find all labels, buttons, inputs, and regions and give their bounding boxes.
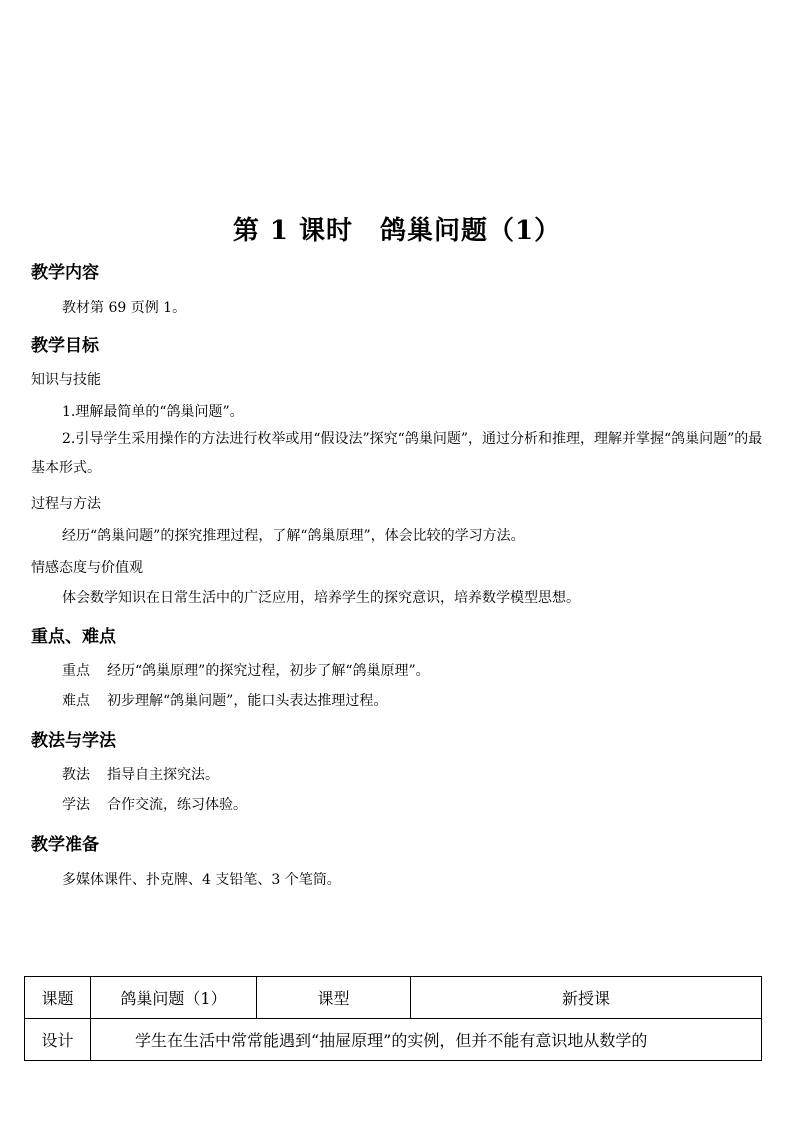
teach-label: 教法 (62, 767, 90, 783)
difficult-text: 初步理解“鸽巢问题”，能口头表达推理过程。 (107, 693, 388, 709)
keypoint-key (62, 660, 430, 680)
difficult-label: 难点 (62, 693, 90, 709)
subheading-knowledge: 知识与技能 (31, 372, 101, 388)
key-label: 重点 (62, 663, 90, 679)
knowledge-item-2: 2.引导学生采用操作的方法进行枚举或用“假设法”探究“鸽巢问题”，通过分析和推理，理解并掌握“鸽巢问题”的最基本形式。 (31, 431, 763, 476)
heading-prep: 教学准备 (31, 835, 99, 855)
learn-text: 合作交流，练习体验。 (107, 797, 247, 813)
subheading-process: 过程与方法 (31, 496, 101, 512)
heading-goals: 教学目标 (31, 336, 99, 356)
table-row (25, 977, 762, 1019)
method-learn (62, 794, 247, 814)
page-title: 第 1 课时 鸽巢问题（1） (232, 216, 562, 246)
type-label-cell: 课型 (257, 977, 411, 1019)
type-value-cell: 新授课 (411, 977, 762, 1019)
subheading-attitude: 情感态度与价值观 (31, 560, 143, 576)
heading-methods: 教法与学法 (31, 731, 116, 751)
process-text: 经历“鸽巢问题”的探究推理过程，了解“鸽巢原理”，体会比较的学习方法。 (62, 528, 525, 544)
lesson-table (24, 976, 762, 1061)
method-teach (62, 764, 219, 784)
heading-content: 教学内容 (31, 263, 99, 283)
keypoint-difficult (62, 690, 387, 710)
heading-keypoints: 重点、难点 (31, 627, 116, 647)
knowledge-item-1: 1.理解最简单的“鸽巢问题”。 (62, 404, 244, 420)
topic-label-cell: 课题 (25, 977, 91, 1019)
prep-text: 多媒体课件、扑克牌、4 支铅笔、3 个笔筒。 (62, 872, 341, 888)
content-text: 教材第 69 页例 1。 (62, 300, 187, 316)
topic-value-cell: 鸽巢问题（1） (91, 977, 257, 1019)
learn-label: 学法 (62, 797, 90, 813)
attitude-text: 体会数学知识在日常生活中的广泛应用，培养学生的探究意识，培养数学模型思想。 (62, 590, 580, 606)
design-label-cell: 设计 (25, 1019, 91, 1061)
teach-text: 指导自主探究法。 (107, 767, 219, 783)
table-row (25, 1019, 762, 1061)
key-text: 经历“鸽巢原理”的探究过程，初步了解“鸽巢原理”。 (107, 663, 430, 679)
design-text-cell: 学生在生活中常常能遇到“抽屉原理”的实例，但并不能有意识地从数学的 (91, 1019, 762, 1061)
